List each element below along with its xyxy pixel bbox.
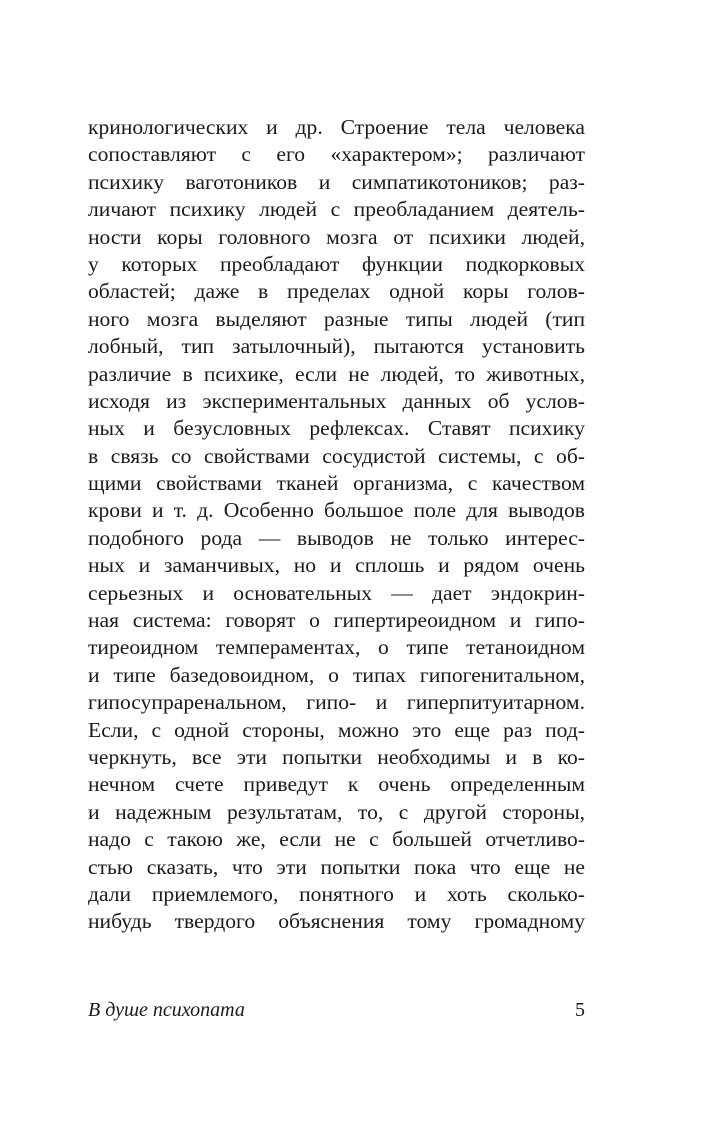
text-line: ных и безусловных рефлексах. Ставят психику [88,416,585,441]
text-line: и типе базедовоидном, о типах гипогенитальном, [88,662,585,687]
text-line: различие в психике, если не людей, то животных, [88,361,585,386]
text-line: ная система: говорят о гипертиреоидном и гипо- [88,608,585,633]
text-line: нибудь твердого объяснения тому громадному [88,909,585,934]
text-line: нечном счете приведут к очень определенным [88,772,585,797]
text-line: ных и заманчивых, но и сплошь и рядом очень [88,553,585,578]
text-line: исходя из экспериментальных данных об услов- [88,388,585,413]
text-line: черкнуть, все эти попытки необходимы и в ко- [88,744,585,769]
body-text [88,114,585,936]
text-line: Если, с одной стороны, можно это еще раз под- [88,717,585,742]
text-line: психику ваготоников и симпатикотоников; раз- [88,169,585,194]
text-line: и надежным результатам, то, с другой стороны, [88,799,585,824]
text-line: ности коры головного мозга от психики людей, [88,224,585,249]
running-title: В душе психопата [88,999,245,1021]
page-footer [88,996,585,1024]
text-line: в связь со свойствами сосудистой системы, с об- [88,443,585,468]
text-line: сопоставляют с его «характером»; различают [88,142,585,167]
text-line: кринологических и др. Строение тела человека [88,115,585,139]
text-line: лобный, тип затылочный), пытаются установить [88,334,585,359]
page-number: 5 [575,999,585,1021]
text-line: дали приемлемого, понятного и хоть сколько- [88,881,585,906]
text-line: у которых преобладают функции подкорковых [88,251,585,276]
text-line: стью сказать, что эти попытки пока что еще не [88,854,585,879]
text-line: личают психику людей с преобладанием деятель- [88,197,585,222]
text-line: крови и т. д. Особенно большое поле для выводов [88,498,585,523]
text-line: тиреоидном темпераментах, о типе тетаноидном [88,635,585,660]
text-line: надо с такою же, если не с большей отчетливо- [88,827,585,852]
text-line: подобного рода — выводов не только интерес- [88,525,585,550]
text-line: ного мозга выделяют разные типы людей (тип [88,306,585,331]
text-line: областей; даже в пределах одной коры голов- [88,279,585,304]
text-line: гипосупраренальном, гипо- и гиперпитуитарном. [88,690,585,715]
text-line: щими свойствами тканей организма, с качеством [88,471,585,496]
text-line: серьезных и основательных — дает эндокрин- [88,580,585,605]
